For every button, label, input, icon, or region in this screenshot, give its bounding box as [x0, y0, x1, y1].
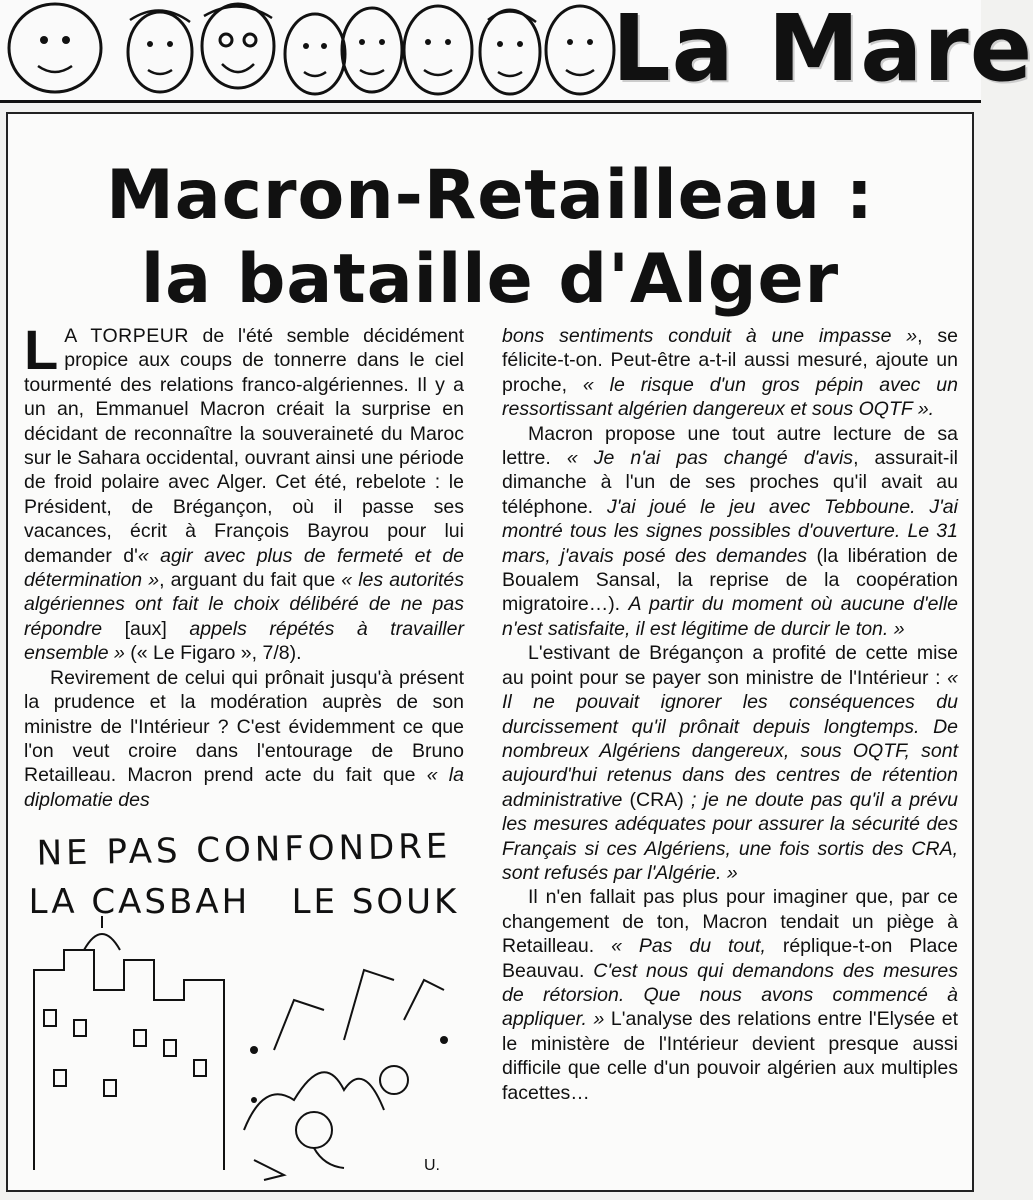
- headline: [8, 154, 972, 322]
- r1-text: , se félicite-t-on. Peut-être a-t-il aussi mesuré, ajoute un proche,: [502, 325, 958, 396]
- r2-quote-2: J'ai joué le jeu avec Tebboune. J'ai montré tous les signes possibles d'ouverture. Le 31 mars, j'avais posé des demandes: [502, 495, 958, 567]
- cartoonist-signature: U.: [424, 1157, 440, 1174]
- r3-quote-1: « Il ne pouvait ignorer les conséquences du durcissement qu'il prônait depuis longtemps. De nombreux Algériens dangereux, sous OQTF, sont aujourd'hui retenus dans des centres de rétention administrative: [502, 666, 958, 811]
- p2-text: Revirement de celui qui prônait jusqu'à présent la prudence et la modération auprès de son ministre de l'Intérieur ? C'est évidemment ce que l'on veut croire dans l'entourage de Bruno Retailleau. Macron prend acte du fait que: [24, 666, 464, 787]
- banner-title: La Mare: [612, 0, 1033, 102]
- r4-mid: réplique-t-on Place Beauvau.: [502, 935, 958, 982]
- lead-words: A TORPEUR: [64, 325, 189, 347]
- r3-text: L'estivant de Brégançon a profité de cette mise au point pour se payer son ministre de l'Intérieur :: [502, 642, 958, 689]
- paragraph-5: [502, 641, 958, 885]
- r3-quote-2: ; je ne doute pas qu'il a prévu les mesures adéquates pour assurer la sécurité des Français si ces Algériens, une fois sortis des CRA, sont refusés par l'Algérie. »: [502, 788, 958, 884]
- r2-quote-3: A partir du moment où aucune d'elle n'est satisfaite, il est légitime de durcir le ton. »: [502, 593, 959, 640]
- p1-text: de l'été semble décidément propice aux coups de tonnerre dans le ciel tourmenté des relations franco-algériennes. Il y a un an, Emmanuel Macron créait la surprise en décidant de reconnaître la souveraineté du Maroc sur le Sahara occidental, ouvrant ainsi une période de froid polaire avec Alger. Cet été, rebelote : le Président, de Brégançon, où il passe ses vacances, écrit à François Bayrou pour lui demander d': [24, 325, 464, 567]
- cartoon: [24, 820, 464, 1182]
- r4-quote-2: C'est nous qui demandons des mesures de rétorsion. Que nous avons commencé à appliquer. »: [502, 959, 958, 1031]
- paragraph-4: [502, 422, 958, 642]
- headline-line-1: Macron-Retailleau :: [106, 156, 874, 235]
- drop-cap: L: [24, 318, 59, 381]
- p2-quote: « la diplomatie des: [24, 764, 464, 811]
- p1-bracket: [aux]: [124, 617, 167, 640]
- r3-paren: (CRA): [622, 788, 691, 811]
- r1-quote-2: « le risque d'un gros pépin avec un ressortissant algérien dangereux et sous OQTF ».: [502, 373, 958, 421]
- paragraph-6: [502, 885, 958, 1105]
- p1-text-mid: , arguant du fait que: [159, 569, 342, 592]
- cartoon-caption-1: NE PAS CONFONDRE: [36, 826, 452, 874]
- cartoon-drawing: [24, 930, 464, 1180]
- r2-paren: (la libération de Boualem Sansal, la reprise de la coopération migratoire…).: [502, 544, 958, 616]
- paragraph-3: [502, 324, 958, 422]
- p1-source: (« Le Figaro », 7/8).: [124, 642, 302, 665]
- p1-quote-2b: appels répétés à travailler ensemble »: [24, 617, 464, 665]
- r4-text: Il n'en fallait pas plus pour imaginer que, par ce changement de ton, Macron tendait un piège à Retailleau.: [502, 886, 958, 958]
- right-column: [502, 324, 958, 1105]
- r1-quote: bons sentiments conduit à une impasse »: [502, 325, 918, 347]
- r2-mid: , assurait-il dimanche à l'un de ses proches qu'il avait au téléphone.: [502, 447, 958, 518]
- left-column: [24, 318, 465, 812]
- r2-text: Macron propose une tout autre lecture de sa lettre.: [502, 422, 958, 470]
- p1-quote-1: « agir avec plus de fermeté et de détermination »: [24, 544, 465, 592]
- caricatures-illustration: [0, 0, 640, 98]
- r2-quote-1: « Je n'ai pas changé d'avis: [566, 447, 854, 470]
- r4-end: L'analyse des relations entre l'Elysée et le ministère de l'Intérieur devient presque aussi difficile que celle d'un pouvoir algérien aux multiples facettes…: [502, 1008, 958, 1104]
- paragraph-2: [24, 666, 464, 812]
- r4-quote-1: « Pas du tout,: [611, 935, 766, 958]
- headline-line-2: la bataille d'Alger: [140, 240, 840, 319]
- cartoon-caption-2: LA CASBAH LE SOUK: [28, 882, 460, 922]
- p1-quote-2a: « les autorités algériennes ont fait le choix délibéré de ne pas répondre: [24, 569, 464, 640]
- article-box: [6, 112, 974, 1192]
- column-banner: [0, 0, 1033, 103]
- paragraph-1: [24, 318, 465, 666]
